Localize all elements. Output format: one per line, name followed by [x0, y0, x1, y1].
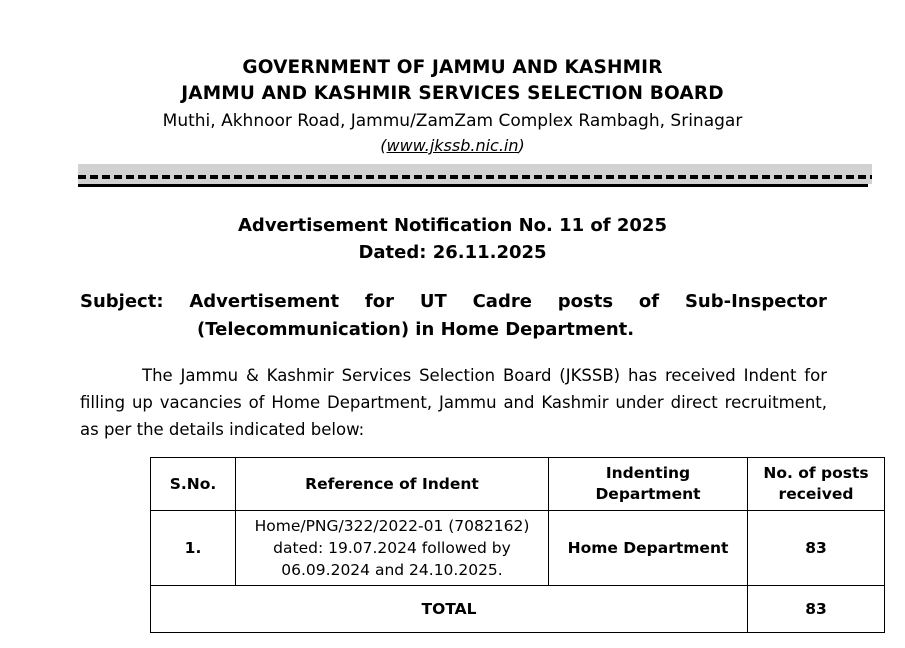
subject-word-3: Cadre: [472, 291, 532, 312]
header-posts-line1: No. of posts: [763, 464, 869, 482]
table-header: [151, 458, 885, 511]
cell-reference-line1: Home/PNG/322/2022-01 (7082162): [254, 517, 530, 535]
table-header-row: [151, 458, 885, 511]
url-close-paren: ): [518, 136, 525, 155]
subject-word-0: Advertisement: [189, 291, 340, 312]
website-url-link[interactable]: www.jkssb.nic.in: [386, 136, 519, 155]
table-row: [151, 511, 885, 586]
url-open-paren: (: [380, 136, 387, 155]
cell-posts: 83: [748, 511, 885, 586]
subject-block: [0, 288, 905, 344]
header-sno: S.No.: [151, 458, 236, 511]
cell-sno: 1.: [151, 511, 236, 586]
header-separator: [0, 162, 905, 190]
subject-line-second: (Telecommunication) in Home Department.: [197, 319, 635, 340]
notification-date: Dated: 26.11.2025: [358, 242, 547, 263]
indent-table-container: [0, 457, 905, 633]
header-department: [549, 458, 748, 511]
total-label: TOTAL: [151, 586, 748, 633]
table-body: [151, 511, 885, 633]
board-title: JAMMU AND KASHMIR SERVICES SELECTION BOARD: [181, 83, 724, 104]
separator-gray-band: [78, 164, 872, 184]
subject-word-5: of: [638, 291, 660, 312]
subject-label: Subject:: [80, 291, 164, 312]
total-value: 83: [748, 586, 885, 633]
government-title: GOVERNMENT OF JAMMU AND KASHMIR: [242, 57, 663, 78]
subject-word-1: for: [364, 291, 394, 312]
subject-word-6: Sub-Inspector: [684, 291, 827, 312]
cell-department: Home Department: [549, 511, 748, 586]
website-url-line: [0, 134, 905, 158]
subject-word-4: posts: [557, 291, 614, 312]
separator-solid-line: [78, 184, 868, 187]
header-posts-line2: received: [778, 485, 854, 503]
table-total-row: [151, 586, 885, 633]
separator-dashed-line: [78, 175, 872, 179]
header-reference: Reference of Indent: [236, 458, 549, 511]
indent-details-table: [150, 457, 885, 633]
office-address: Muthi, Akhnoor Road, Jammu/ZamZam Complex Rambagh, Srinagar: [162, 111, 743, 131]
cell-reference-line3: 06.09.2024 and 24.10.2025.: [281, 561, 503, 579]
header-department-line1: Indenting: [605, 464, 691, 482]
header-posts: [748, 458, 885, 511]
notification-title: Advertisement Notification No. 11 of 2025: [238, 215, 667, 236]
header-department-line2: Department: [595, 485, 701, 503]
document-header: [0, 0, 905, 158]
notification-block: [0, 212, 905, 266]
subject-line-first: [80, 288, 827, 316]
cell-reference-line2: dated: 19.07.2024 followed by: [273, 539, 511, 557]
cell-reference: [236, 511, 549, 586]
intro-paragraph: The Jammu & Kashmir Services Selection Board (JKSSB) has received Indent for filling up vacancies of Home Department, Jammu and Kashmir under direct recruitment, as per the details indicated below:: [80, 366, 827, 439]
subject-word-2: UT: [419, 291, 447, 312]
